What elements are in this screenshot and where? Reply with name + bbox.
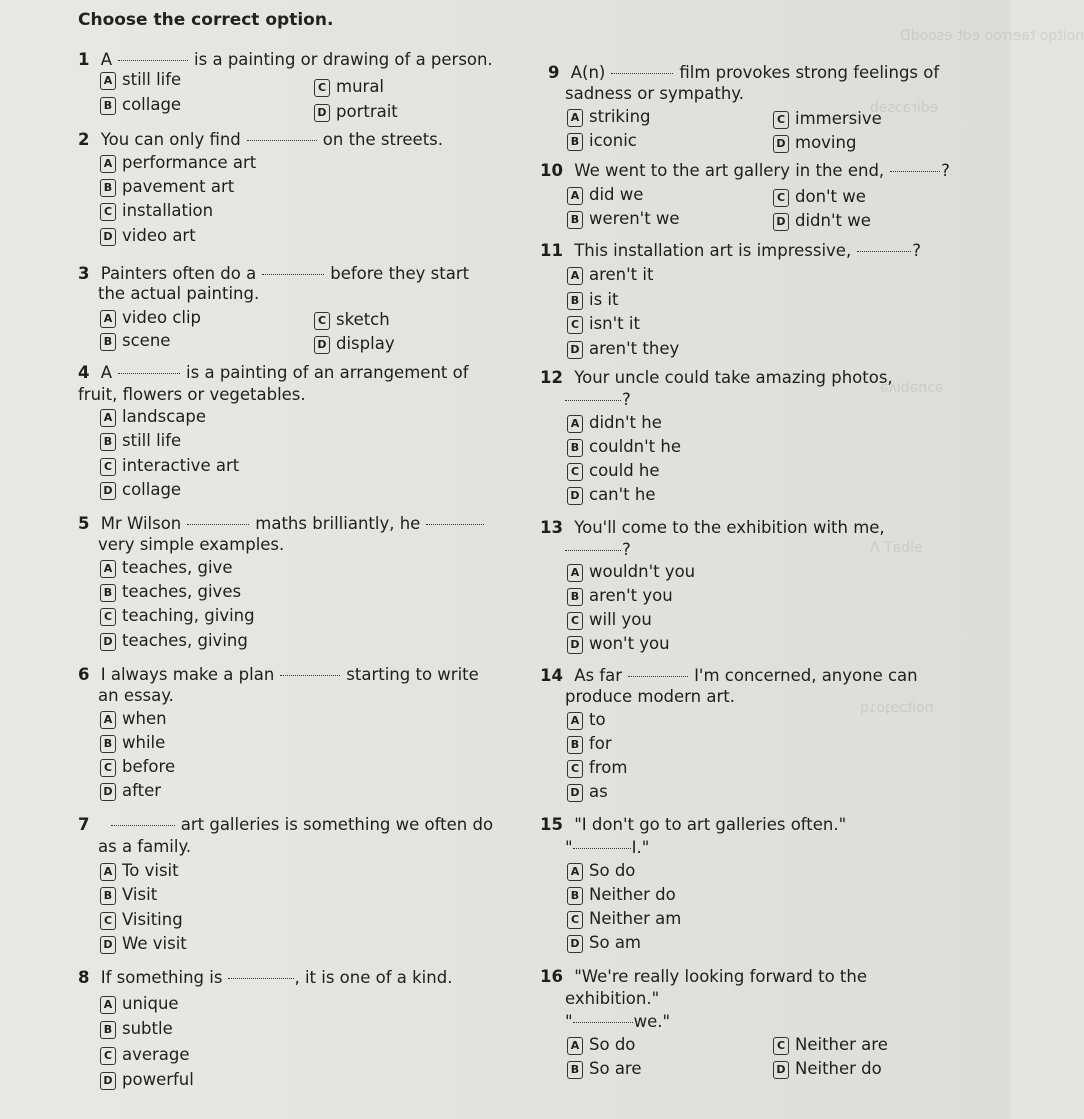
option-label: powerful [122,1070,194,1089]
option-a[interactable] [567,412,662,434]
option-c[interactable] [567,609,652,631]
option-letter-d: D [567,784,583,802]
option-letter-d: D [314,104,330,122]
question-text: This installation art is impressive, [574,241,852,260]
option-d[interactable] [100,225,196,247]
question-8 [78,966,452,989]
bleed-through-text: noitɔɘʇoɿq [860,700,934,716]
option-a[interactable] [100,993,179,1015]
question-text: A [100,50,113,69]
option-letter-c: C [567,911,583,929]
option-d[interactable] [100,933,187,955]
option-letter-c: C [314,312,330,330]
question-number: 10 [540,161,563,180]
option-letter-c: C [567,612,583,630]
option-a[interactable] [100,307,201,329]
option-letter-d: D [100,1072,116,1090]
option-letter-b: B [567,588,583,606]
option-a[interactable] [100,557,232,579]
question-text: " [565,1012,573,1031]
option-label: teaches, gives [122,582,242,601]
question-text: I." [631,838,650,857]
option-d[interactable] [100,630,248,652]
option-letter-c: C [314,79,330,97]
option-d[interactable] [100,479,181,501]
question-number: 7 [78,815,90,834]
question-text: "I don't go to art galleries often." [574,815,847,834]
option-letter-a: A [100,863,116,881]
option-b[interactable] [100,884,157,906]
option-label: striking [589,107,651,126]
option-letter-c: C [567,463,583,481]
option-letter-a: A [100,711,116,729]
option-a[interactable] [100,860,179,882]
question-number: 1 [78,50,90,69]
question-text: ? [912,241,921,260]
question-text: " [565,838,573,857]
option-letter-d: D [100,783,116,801]
option-b[interactable] [567,585,673,607]
option-letter-c: C [100,912,116,930]
option-label: is it [589,290,619,309]
question-13 [540,516,885,539]
option-c[interactable] [567,313,640,335]
option-b[interactable] [100,430,181,452]
option-letter-b: B [100,887,116,905]
option-b[interactable] [100,176,234,198]
option-c[interactable] [100,1044,190,1066]
answer-blank[interactable] [565,400,621,401]
option-d[interactable] [100,1069,194,1091]
option-c[interactable] [314,76,384,98]
option-d[interactable] [100,780,161,802]
option-label: interactive art [122,456,240,475]
answer-blank[interactable] [187,524,249,525]
option-b[interactable] [100,94,181,116]
question-1 [78,48,493,71]
option-a[interactable] [567,561,695,583]
option-letter-c: C [100,203,116,221]
option-label: So do [589,861,636,880]
question-16-answer-line [565,1010,670,1033]
question-text: We went to the art gallery in the end, [574,161,885,180]
option-letter-d: D [100,936,116,954]
answer-blank[interactable] [426,524,484,525]
question-14-continued [565,685,735,708]
question-number: 6 [78,665,90,684]
option-label: installation [122,201,214,220]
option-label: To visit [122,861,179,880]
option-b[interactable] [100,1018,173,1040]
option-d[interactable] [567,338,679,360]
option-letter-a: A [567,267,583,285]
option-letter-d: D [567,636,583,654]
question-number: 15 [540,815,563,834]
bleed-through-text: ǝɔnǝbiʌǝ [880,380,944,396]
question-text: , it is one of a kind. [294,968,453,987]
option-c[interactable] [773,108,882,130]
option-letter-c: C [567,316,583,334]
option-label: didn't we [795,211,871,230]
option-label: Neither do [795,1059,882,1078]
option-letter-a: A [100,996,116,1014]
option-a[interactable] [100,406,206,428]
option-label: Neither are [795,1035,888,1054]
option-label: while [122,733,166,752]
question-7-continued [98,835,191,858]
option-letter-b: B [100,433,116,451]
question-number: 12 [540,368,563,387]
question-text: You'll come to the exhibition with me, [574,518,885,537]
question-4 [78,361,469,384]
question-5-continued [98,533,284,556]
question-text: A [100,363,113,382]
question-text: "We're really looking forward to the [574,967,868,986]
question-15-continued [565,836,649,859]
option-letter-b: B [100,584,116,602]
option-letter-c: C [773,111,789,129]
option-letter-c: C [100,608,116,626]
option-letter-b: B [100,179,116,197]
question-text: is a painting or drawing of a person. [194,50,493,69]
option-label: display [336,334,395,353]
question-number: 11 [540,241,563,260]
option-label: don't we [795,187,866,206]
option-label: did we [589,185,644,204]
option-label: will you [589,610,652,629]
option-a[interactable] [100,152,256,174]
question-2 [78,128,443,151]
option-letter-d: D [773,135,789,153]
question-text: on the streets. [322,130,444,149]
option-d[interactable] [773,210,871,232]
question-text: A(n) [570,63,606,82]
option-d[interactable] [567,932,641,954]
question-text: sadness or sympathy. [565,84,744,103]
option-letter-d: D [100,228,116,246]
question-16-continued [565,987,659,1010]
option-letter-a: A [100,409,116,427]
option-label: aren't you [589,586,673,605]
question-6 [78,663,479,686]
option-c[interactable] [567,757,627,779]
answer-blank[interactable] [890,171,940,172]
option-letter-d: D [773,1061,789,1079]
option-c[interactable] [100,200,213,222]
option-b[interactable] [100,732,165,754]
option-a[interactable] [567,264,653,286]
option-label: after [122,781,162,800]
option-letter-a: A [567,109,583,127]
option-label: to [589,710,606,729]
answer-blank[interactable] [228,978,294,979]
option-d[interactable] [567,633,670,655]
question-7 [78,813,493,836]
question-11 [540,239,921,262]
question-text: very simple examples. [98,535,285,554]
option-label: Neither am [589,909,682,928]
answer-blank[interactable] [280,675,340,676]
question-6-continued [98,684,174,707]
option-label: scene [122,331,171,350]
option-label: aren't it [589,265,654,284]
option-label: isn't it [589,314,640,333]
option-letter-b: B [567,133,583,151]
question-text: exhibition." [565,989,660,1008]
option-letter-a: A [100,560,116,578]
option-label: We visit [122,934,187,953]
question-text: If something is [100,968,223,987]
option-d[interactable] [773,1058,882,1080]
question-16 [540,965,867,988]
question-number: 3 [78,264,90,283]
question-text: I'm concerned, anyone can [694,666,918,685]
option-label: from [589,758,628,777]
option-label: portrait [336,102,398,121]
option-label: Neither do [589,885,676,904]
option-label: weren't we [589,209,680,228]
question-15 [540,813,846,836]
option-a[interactable] [100,69,181,91]
option-c[interactable] [100,605,255,627]
option-label: performance art [122,153,257,172]
option-letter-b: B [567,1061,583,1079]
option-b[interactable] [100,330,170,352]
option-letter-a: A [100,155,116,173]
option-label: sketch [336,310,390,329]
question-14 [540,664,918,687]
option-label: didn't he [589,413,662,432]
question-number: 13 [540,518,563,537]
question-text: an essay. [98,686,174,705]
question-5 [78,512,490,535]
option-letter-d: D [567,935,583,953]
option-c[interactable] [567,908,681,930]
option-label: Visiting [122,910,183,929]
option-label: still life [122,431,182,450]
answer-blank[interactable] [565,550,621,551]
option-a[interactable] [567,709,606,731]
answer-blank[interactable] [857,251,911,252]
option-label: unique [122,994,179,1013]
option-label: before [122,757,176,776]
question-text: I always make a plan [100,665,275,684]
option-d[interactable] [314,101,398,123]
option-label: video art [122,226,196,245]
option-a[interactable] [567,1034,635,1056]
option-letter-b: B [100,97,116,115]
option-label: iconic [589,131,637,150]
option-letter-a: A [567,712,583,730]
answer-blank[interactable] [611,73,673,74]
option-c[interactable] [773,1034,888,1056]
bleed-through-text: ɘlbaT Ʌ [870,540,923,556]
option-letter-c: C [100,759,116,777]
option-label: for [589,734,612,753]
option-letter-a: A [567,1037,583,1055]
question-number: 5 [78,514,90,533]
question-number: 14 [540,666,563,685]
option-label: landscape [122,407,207,426]
answer-blank[interactable] [118,60,188,61]
question-number: 4 [78,363,90,382]
option-letter-a: A [567,415,583,433]
option-label: aren't they [589,339,680,358]
option-label: teaching, giving [122,606,255,625]
option-c[interactable] [773,186,866,208]
question-text: starting to write [346,665,479,684]
option-label: collage [122,95,182,114]
option-c[interactable] [567,460,660,482]
question-text: is a painting of an arrangement of [186,363,469,382]
option-label: mural [336,77,385,96]
question-text: ? [622,540,631,559]
answer-blank[interactable] [262,274,324,275]
option-letter-b: B [100,1021,116,1039]
question-4-continued [78,383,306,406]
option-letter-b: B [567,887,583,905]
question-text: before they start [330,264,470,283]
option-label: So am [589,933,641,952]
question-text: fruit, flowers or vegetables. [78,385,306,404]
option-label: So are [589,1059,642,1078]
option-letter-c: C [773,1037,789,1055]
question-text: You can only find [100,130,241,149]
option-b[interactable] [567,208,680,230]
option-label: won't you [589,634,670,653]
question-9-continued [565,82,744,105]
option-label: average [122,1045,190,1064]
option-label: collage [122,480,182,499]
option-d[interactable] [773,132,856,154]
question-9 [548,61,939,84]
option-c[interactable] [100,909,183,931]
option-letter-b: B [567,292,583,310]
option-d[interactable] [567,781,608,803]
option-letter-a: A [100,72,116,90]
option-c[interactable] [100,455,239,477]
option-d[interactable] [567,484,656,506]
option-label: moving [795,133,857,152]
option-label: pavement art [122,177,235,196]
answer-blank[interactable] [118,373,180,374]
option-c[interactable] [314,309,390,331]
option-letter-d: D [567,487,583,505]
question-text: art galleries is something we often do [180,815,494,834]
option-a[interactable] [567,106,651,128]
option-letter-d: D [773,213,789,231]
option-letter-b: B [100,333,116,351]
option-letter-d: D [314,336,330,354]
option-letter-d: D [100,633,116,651]
option-letter-d: D [567,341,583,359]
answer-blank[interactable] [111,825,175,826]
question-text: ? [622,390,631,409]
question-text: Painters often do a [100,264,257,283]
option-letter-a: A [100,310,116,328]
option-letter-b: B [567,439,583,457]
page-title: Choose the correct option. [78,10,334,30]
question-12 [540,366,893,389]
option-letter-c: C [567,760,583,778]
option-letter-c: C [100,458,116,476]
question-text: the actual painting. [98,284,260,303]
answer-blank[interactable] [573,1022,633,1023]
question-number: 8 [78,968,90,987]
option-b[interactable] [567,733,612,755]
question-text: we." [633,1012,671,1031]
question-3-continued [98,282,259,305]
option-label: when [122,709,167,728]
option-b[interactable] [567,1058,642,1080]
option-label: can't he [589,485,656,504]
bleed-through-text: ediraɔsɘb [870,100,939,116]
option-label: subtle [122,1019,173,1038]
option-letter-c: C [773,189,789,207]
option-label: video clip [122,308,202,327]
question-text: produce modern art. [565,687,735,706]
option-letter-a: A [567,564,583,582]
option-letter-c: C [100,1047,116,1065]
question-text: Mr Wilson [100,514,182,533]
option-a[interactable] [567,184,643,206]
option-d[interactable] [314,333,395,355]
option-a[interactable] [567,860,635,882]
option-label: as [589,782,608,801]
option-a[interactable] [100,708,167,730]
option-letter-b: B [567,211,583,229]
option-letter-b: B [100,735,116,753]
question-number: 16 [540,967,563,986]
option-label: could he [589,461,660,480]
question-text: Your uncle could take amazing photos, [574,368,893,387]
option-label: immersive [795,109,882,128]
option-label: couldn't he [589,437,681,456]
question-text: ? [941,161,950,180]
option-label: wouldn't you [589,562,696,581]
option-c[interactable] [100,756,175,778]
option-b[interactable] [567,436,681,458]
option-b[interactable] [567,884,676,906]
option-label: So do [589,1035,636,1054]
question-text: As far [574,666,623,685]
option-letter-b: B [567,736,583,754]
question-number: 2 [78,130,90,149]
option-label: Visit [122,885,158,904]
option-letter-a: A [567,863,583,881]
question-13-continued [565,538,631,561]
option-letter-a: A [567,187,583,205]
bleed-through-text: noitqo taerroo edt esoodD [900,28,1084,44]
answer-blank[interactable] [573,848,631,849]
question-number: 9 [548,63,560,82]
option-b[interactable] [567,130,637,152]
option-b[interactable] [567,289,618,311]
question-12-continued [565,388,631,411]
question-text: as a family. [98,837,192,856]
option-label: teaches, giving [122,631,248,650]
question-text: film provokes strong feelings of [679,63,940,82]
answer-blank[interactable] [247,140,317,141]
option-letter-d: D [100,482,116,500]
option-label: still life [122,70,182,89]
option-label: teaches, give [122,558,233,577]
question-text: maths brilliantly, he [255,514,421,533]
answer-blank[interactable] [628,676,688,677]
option-b[interactable] [100,581,241,603]
question-10 [540,159,950,182]
